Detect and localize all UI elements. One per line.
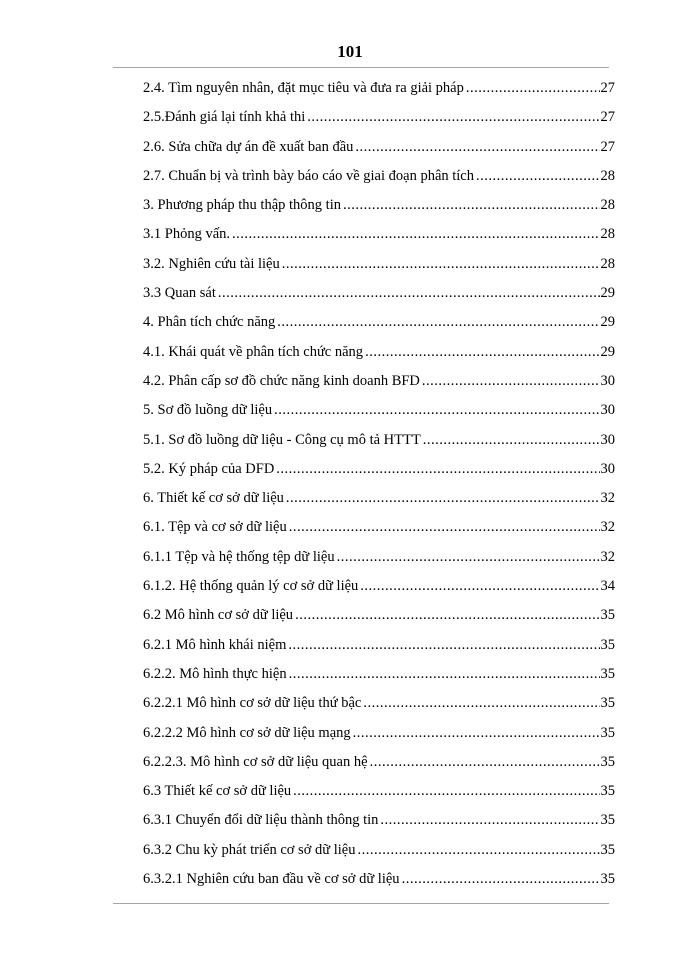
toc-entry — [143, 367, 615, 396]
toc-entry-title: 6.3.2.1 Nghiên cứu ban đầu về cơ sở dữ liệu — [143, 871, 400, 888]
toc-entry-title: 5.2. Ký pháp của DFD — [143, 460, 275, 477]
toc-dot-leader — [402, 865, 600, 894]
toc-entry-title: 6.2.2.3. Mô hình cơ sở dữ liệu quan hệ — [143, 753, 368, 770]
toc-entry — [143, 455, 615, 484]
toc-dot-leader — [353, 719, 600, 748]
toc-entry — [143, 308, 615, 337]
toc-entry-page: 28 — [600, 255, 615, 272]
toc-entry-title: 5.1. Sơ đồ luồng dữ liệu - Công cụ mô tả HTTT — [143, 431, 421, 448]
toc-entry — [143, 279, 615, 308]
toc-entry — [143, 484, 615, 513]
toc-entry-page: 28 — [600, 167, 615, 184]
toc-entry-title: 6.1.2. Hệ thống quản lý cơ sở dữ liệu — [143, 578, 359, 595]
toc-dot-leader — [380, 806, 599, 835]
toc-entry-page: 35 — [600, 695, 615, 712]
toc-dot-leader — [282, 250, 600, 279]
toc-entry-page: 29 — [600, 285, 615, 302]
toc-entry-title: 6.3.1 Chuyển đổi dữ liệu thành thông tin — [143, 812, 379, 829]
toc-dot-leader — [357, 836, 599, 865]
toc-dot-leader — [218, 279, 600, 308]
toc-entry — [143, 572, 615, 601]
table-of-contents — [143, 74, 615, 894]
toc-entry — [143, 719, 615, 748]
toc-entry-title: 6.2.2.2 Mô hình cơ sở dữ liệu mạng — [143, 724, 351, 741]
toc-dot-leader — [360, 572, 599, 601]
toc-entry-title: 6.1.1 Tệp và hệ thống tệp dữ liệu — [143, 548, 335, 565]
toc-entry-page: 35 — [600, 871, 615, 888]
toc-entry-title: 6.3.2 Chu kỳ phát triển cơ sở dữ liệu — [143, 841, 356, 858]
toc-dot-leader — [289, 513, 600, 542]
toc-dot-leader — [365, 338, 599, 367]
toc-dot-leader — [423, 426, 600, 455]
toc-entry-page: 32 — [600, 548, 615, 565]
toc-entry-page: 34 — [600, 578, 615, 595]
toc-entry-page: 35 — [600, 724, 615, 741]
toc-dot-leader — [288, 631, 599, 660]
toc-entry — [143, 162, 615, 191]
footer-divider — [113, 903, 609, 904]
toc-entry-title: 2.5.Đánh giá lại tính khả thi — [143, 109, 306, 126]
toc-entry — [143, 660, 615, 689]
toc-entry-page: 29 — [600, 343, 615, 360]
toc-entry-page: 27 — [600, 80, 615, 96]
toc-dot-leader — [295, 601, 599, 630]
toc-dot-leader — [232, 220, 600, 249]
toc-entry-title: 6. Thiết kế cơ sở dữ liệu — [143, 490, 284, 507]
toc-entry — [143, 806, 615, 835]
toc-entry-page: 35 — [600, 812, 615, 829]
toc-entry — [143, 220, 615, 249]
toc-entry-title: 3.2. Nghiên cứu tài liệu — [143, 255, 280, 272]
toc-dot-leader — [274, 396, 599, 425]
toc-entry — [143, 74, 615, 103]
toc-entry-page: 29 — [600, 314, 615, 331]
toc-entry — [143, 250, 615, 279]
toc-entry-title: 2.6. Sửa chữa dự án đề xuất ban đầu — [143, 138, 354, 155]
toc-dot-leader — [476, 162, 600, 191]
toc-entry — [143, 777, 615, 806]
toc-entry — [143, 396, 615, 425]
toc-entry-title: 6.2.1 Mô hình khái niệm — [143, 636, 287, 653]
toc-entry — [143, 748, 615, 777]
toc-entry — [143, 543, 615, 572]
toc-entry-page: 30 — [600, 431, 615, 448]
toc-dot-leader — [307, 103, 599, 132]
toc-entry — [143, 689, 615, 718]
toc-entry-page: 27 — [600, 109, 615, 126]
toc-entry-page: 27 — [600, 138, 615, 155]
toc-entry — [143, 338, 615, 367]
toc-entry — [143, 601, 615, 630]
toc-dot-leader — [289, 660, 600, 689]
page-number: 101 — [337, 42, 363, 61]
toc-entry-page: 28 — [600, 197, 615, 214]
toc-dot-leader — [363, 689, 599, 718]
toc-entry-title: 2.7. Chuẩn bị và trình bày báo cáo về giai đoạn phân tích — [143, 167, 474, 184]
toc-entry — [143, 103, 615, 132]
toc-entry-page: 35 — [600, 665, 615, 682]
toc-entry-page: 30 — [600, 372, 615, 389]
toc-entry-title: 4. Phân tích chức năng — [143, 314, 276, 331]
toc-entry — [143, 631, 615, 660]
toc-dot-leader — [466, 74, 600, 103]
toc-dot-leader — [337, 543, 600, 572]
toc-entry — [143, 191, 615, 220]
toc-entry-title: 6.2.2. Mô hình thực hiện — [143, 665, 287, 682]
toc-dot-leader — [286, 484, 600, 513]
toc-entry-page: 32 — [600, 519, 615, 536]
toc-entry-page: 30 — [600, 460, 615, 477]
toc-entry-title: 4.1. Khái quát về phân tích chức năng — [143, 343, 364, 360]
toc-entry-page: 35 — [600, 783, 615, 800]
toc-entry-title: 6.3 Thiết kế cơ sở dữ liệu — [143, 783, 292, 800]
toc-entry-page: 28 — [600, 226, 615, 243]
toc-dot-leader — [355, 133, 599, 162]
toc-entry-page: 32 — [600, 490, 615, 507]
toc-entry — [143, 513, 615, 542]
toc-entry-title: 4.2. Phân cấp sơ đồ chức năng kinh doanh BFD — [143, 372, 420, 389]
toc-entry-page: 30 — [600, 402, 615, 419]
header-divider — [113, 67, 609, 68]
toc-dot-leader — [276, 455, 599, 484]
toc-dot-leader — [343, 191, 600, 220]
toc-entry — [143, 133, 615, 162]
toc-entry-page: 35 — [600, 841, 615, 858]
toc-entry-title: 6.2.2.1 Mô hình cơ sở dữ liệu thứ bậc — [143, 695, 362, 712]
toc-entry — [143, 836, 615, 865]
toc-entry-page: 35 — [600, 636, 615, 653]
toc-dot-leader — [293, 777, 599, 806]
toc-entry-title: 6.1. Tệp và cơ sở dữ liệu — [143, 519, 287, 536]
toc-entry — [143, 865, 615, 894]
toc-entry-title: 2.4. Tìm nguyên nhân, đặt mục tiêu và đưa ra giải pháp — [143, 80, 464, 96]
toc-entry-title: 3. Phương pháp thu thập thông tin — [143, 197, 341, 214]
toc-entry-title: 3.1 Phỏng vấn. — [143, 226, 230, 243]
toc-entry-title: 5. Sơ đồ luồng dữ liệu — [143, 402, 273, 419]
toc-entry-title: 3.3 Quan sát — [143, 285, 216, 302]
toc-dot-leader — [370, 748, 600, 777]
toc-dot-leader — [422, 367, 600, 396]
toc-entry-title: 6.2 Mô hình cơ sở dữ liệu — [143, 607, 294, 624]
toc-entry-page: 35 — [600, 607, 615, 624]
toc-entry-page: 35 — [600, 753, 615, 770]
toc-entry — [143, 426, 615, 455]
toc-dot-leader — [277, 308, 599, 337]
